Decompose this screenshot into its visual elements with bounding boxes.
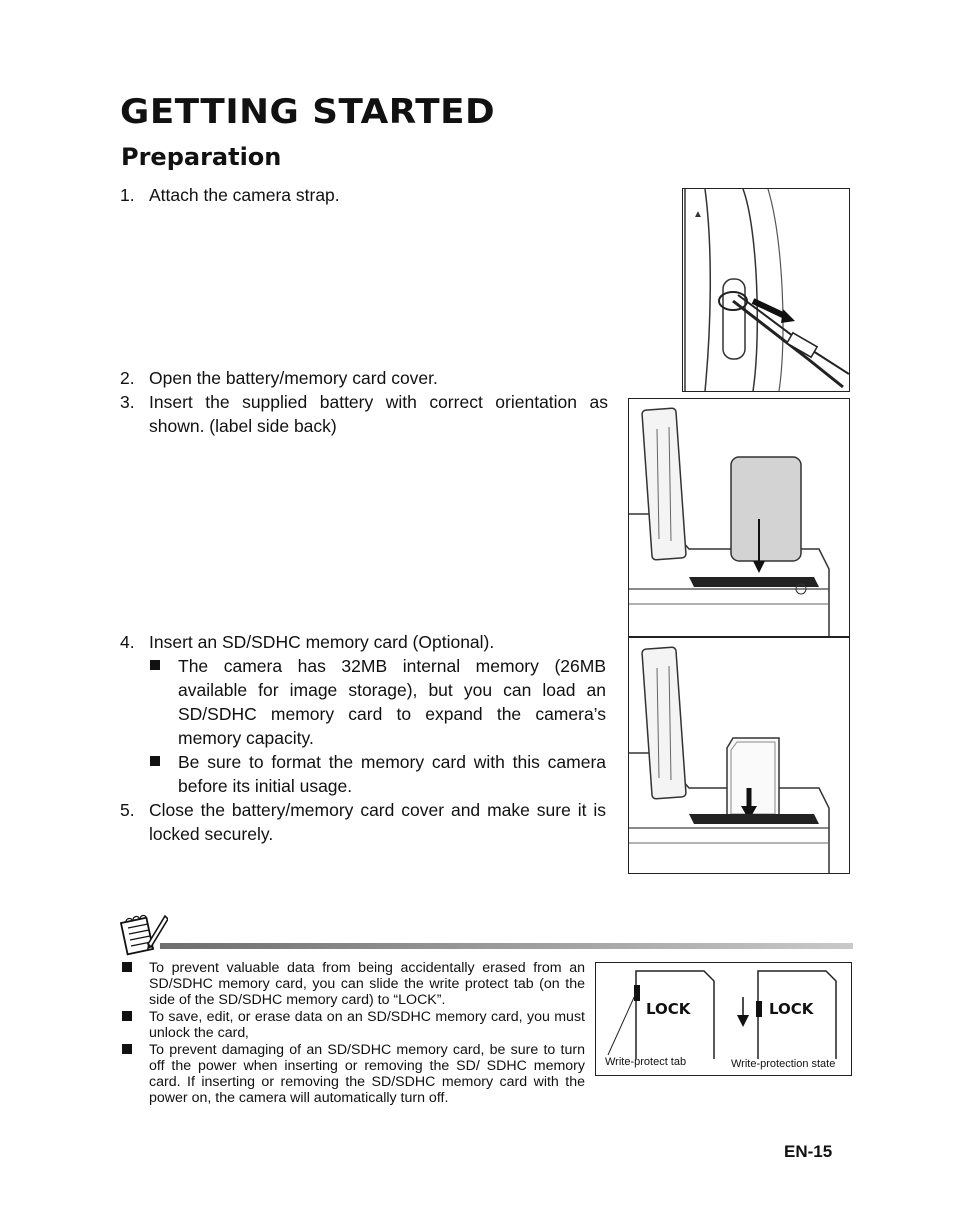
section-title: Preparation [121, 143, 282, 171]
battery-drawing [629, 399, 849, 636]
caption-write-protection-state: Write-protection state [731, 1058, 836, 1070]
step4-bullet-2: Be sure to format the memory card with this camera before its initial usage. [178, 752, 606, 796]
bullet-square [122, 1044, 132, 1054]
bullet-square [122, 962, 132, 972]
svg-text:▲: ▲ [693, 209, 703, 220]
step-number: 1. [120, 185, 135, 205]
step-text: Attach the camera strap. [149, 185, 340, 205]
step4-bullet-1: The camera has 32MB internal memory (26MB available for image storage), but you can load an SD/SDHC memory card to expand the camera’s memory capacity. [178, 656, 606, 748]
battery-illustration [628, 398, 850, 637]
lock-figure [595, 962, 852, 1076]
step-number: 5. [120, 800, 135, 820]
step-text: Insert the supplied battery with correct orientation as shown. (label side back) [149, 392, 608, 436]
bullet-square [150, 756, 160, 766]
step-text: Close the battery/memory card cover and make sure it is locked securely. [149, 800, 606, 844]
lock-label-left: LOCK [646, 1000, 691, 1018]
note-2: To save, edit, or erase data on an SD/SDHC memory card, you must unlock the card‚ [149, 1009, 585, 1041]
memory-card-illustration [628, 637, 850, 874]
step-number: 2. [120, 368, 135, 388]
strap-illustration [682, 188, 850, 392]
page-title: GETTING STARTED [120, 92, 496, 132]
note-divider-bar [160, 943, 853, 949]
strap-drawing [683, 189, 849, 391]
memory-card-drawing [629, 638, 849, 873]
note-pad-icon [118, 910, 168, 960]
page-number: EN-15 [784, 1142, 833, 1161]
caption-write-protect-tab: Write-protect tab [605, 1056, 687, 1068]
bullet-square [122, 1011, 132, 1021]
step-text: Open the battery/memory card cover. [149, 368, 438, 388]
step-number: 3. [120, 392, 135, 412]
step-text: Insert an SD/SDHC memory card (Optional). [149, 632, 495, 652]
note-3: To prevent damaging of an SD/SDHC memory card, be sure to turn off the power when inserting or removing the SD/ SDHC memory card. If inserting or removing the SD/SDHC memory card with the power on, the camera will automatically turn off. [149, 1042, 585, 1106]
bullet-square [150, 660, 160, 670]
note-1: To prevent valuable data from being accidentally erased from an SD/SDHC memory card, you can slide the write protect tab (on the side of the SD/SDHC memory card) to “LOCK”. [149, 960, 585, 1008]
lock-label-right: LOCK [769, 1000, 814, 1018]
step-number: 4. [120, 632, 135, 652]
